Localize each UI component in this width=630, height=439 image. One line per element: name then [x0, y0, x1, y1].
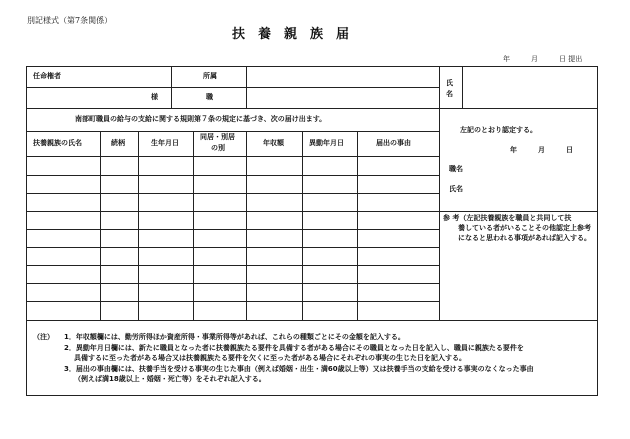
header-birthdate: 生年月日 [151, 139, 179, 147]
approval-position-label: 職名 [449, 165, 463, 173]
name-label: 氏 名 [446, 79, 453, 99]
note-1: 1．年収額欄には、勤労所得ほか資産所得・事業所得等があれば、これらの種類ごとにその金額を記入する。 [64, 333, 405, 341]
submission-date: 年 月 日 提出 [503, 55, 583, 63]
appointer-label: 任命権者 [33, 72, 61, 80]
header-annual-income: 年収額 [263, 139, 284, 147]
reference-line1: 参 考（左記扶養親族を職員と共同して扶 [443, 214, 572, 222]
form-reference-label: 別記様式（第7条関係） [27, 16, 113, 25]
header-dependent-name: 扶養親族の氏名 [33, 139, 82, 147]
note-3b: （例えば満18歳以上・婚姻・死亡等）をそれぞれ記入する。 [74, 375, 266, 383]
approval-name-label: 氏名 [449, 185, 463, 193]
header-relationship: 続柄 [111, 139, 125, 147]
note-2a: 2．異動年月日欄には、新たに職員となった者に扶養親族たる要件を具備する者がある場合にその職員となった日を記入し、職員に親族たる要件を [64, 344, 524, 352]
honorific-sama: 様 [151, 93, 158, 101]
reference-line2: 養している者がいることその他認定上参考 [458, 224, 591, 232]
approval-date: 年 月 日 [510, 146, 573, 154]
page-title: 扶 養 親 族 届 [232, 27, 350, 42]
header-cohabitation-line2: の別 [211, 144, 225, 152]
affiliation-label: 所属 [203, 72, 217, 80]
position-label: 職 [206, 93, 213, 101]
header-change-date: 異動年月日 [309, 139, 344, 147]
header-reason: 届出の事由 [376, 139, 411, 147]
notes-label: （注） [33, 333, 54, 341]
statement-text: 南部町職員の給与の支給に関する規則第７条の規定に基づき、次の届け出ます。 [75, 115, 327, 123]
header-cohabitation-line1: 同居・別居 [200, 133, 235, 141]
approval-text: 左記のとおり認定する。 [460, 126, 537, 134]
note-3a: 3．届出の事由欄には、扶養手当を受ける事実の生じた事由（例えば婚姻・出生・満60歳以上等）又は扶養手当の支給を受ける事実のなくなった事由 [64, 365, 534, 373]
note-2b: 具備するに至った者がある場合又は扶養親族たる要件を欠くに至った者がある場合にそれぞれの事実の生じた日を記入する。 [74, 354, 466, 362]
reference-line3: になると思われる事項があれば記入する。 [458, 234, 591, 242]
